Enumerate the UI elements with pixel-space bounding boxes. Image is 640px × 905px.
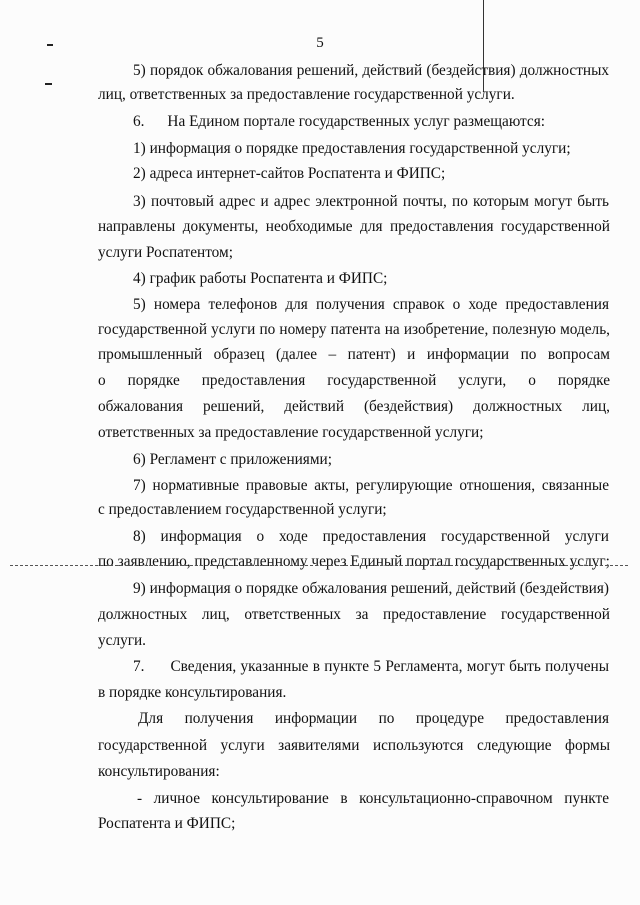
paragraph-line: должностных лиц, ответственных за предоставление государственной (98, 606, 610, 623)
paragraph-line: 3) почтовый адрес и адрес электронной почты, по которым могут быть (133, 193, 609, 210)
paragraph-line: 4) график работы Роспатента и ФИПС; (133, 270, 388, 287)
paragraph-line: услуги Роспатентом; (98, 244, 233, 261)
paragraph-line: услуги. (98, 632, 147, 649)
paragraph-line: 5) порядок обжалования решений, действий (бездействия) должностных (133, 62, 609, 79)
paragraph-line: 5) номера телефонов для получения справок о ходе предоставления (133, 296, 609, 313)
paragraph-line: - личное консультирование в консультационно-справочном пункте (137, 790, 609, 807)
paragraph-line: 7) нормативные правовые акты, регулирующие отношения, связанные (133, 477, 609, 494)
paragraph-line: по заявлению, представленному через Единый портал государственных услуг; (98, 553, 610, 570)
paragraph-line: 2) адреса интернет-сайтов Роспатента и ФИПС; (133, 165, 446, 182)
strikethrough-line (10, 565, 628, 566)
scan-artifact-mark (45, 83, 52, 85)
paragraph-line: консультирования: (98, 763, 220, 780)
paragraph-line: 1) информация о порядке предоставления государственной услуги; (133, 140, 571, 157)
paragraph-line: Роспатента и ФИПС; (98, 815, 236, 832)
paragraph-line: 9) информация о порядке обжалования решений, действий (бездействия) (133, 580, 609, 597)
paragraph-line: 6) Регламент с приложениями; (133, 451, 332, 468)
paragraph-line: государственной услуги по номеру патента на изобретение, полезную модель, (98, 321, 610, 338)
paragraph-line: ответственных за предоставление государственной услуги; (98, 424, 484, 441)
paragraph-line: промышленный образец (далее – патент) и информации по вопросам (98, 346, 610, 363)
paragraph-line: направлены документы, необходимые для предоставления государственной (98, 218, 610, 235)
paragraph-line: о порядке предоставления государственной услуги, о порядке (98, 372, 610, 389)
page-number: 5 (316, 35, 324, 51)
paragraph-line: 8) информация о ходе предоставления государственной услуги (133, 528, 609, 545)
paragraph-line: 7. Сведения, указанные в пункте 5 Регламента, могут быть получены (133, 658, 609, 675)
paragraph-line: Для получения информации по процедуре предоставления (138, 710, 609, 727)
paragraph-line: обжалования решений, действий (бездействия) должностных лиц, (98, 398, 610, 415)
paragraph-line: в порядке консультирования. (98, 684, 287, 701)
paragraph-line: лиц, ответственных за предоставление государственной услуги. (98, 86, 515, 103)
paragraph-line: с предоставлением государственной услуги; (98, 501, 387, 518)
paragraph-line: государственной услуги заявителями используются следующие формы (98, 737, 610, 754)
paragraph-line: 6. На Едином портале государственных услуг размещаются: (133, 113, 545, 130)
